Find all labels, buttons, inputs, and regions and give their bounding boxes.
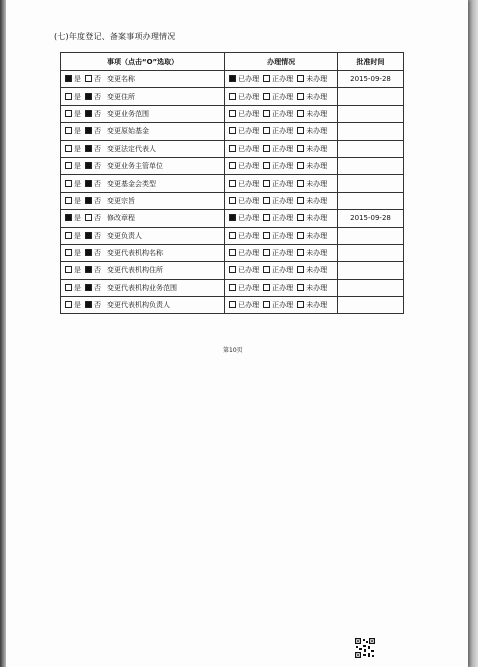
approval-date [338, 192, 404, 209]
table-header-row [61, 53, 404, 71]
approval-date [338, 123, 404, 140]
yes-checkbox empty-square-icon[interactable] [65, 127, 72, 134]
status-label: 正办理 [272, 92, 294, 101]
yes-label: 是 [74, 92, 81, 101]
status-label: 未办理 [306, 266, 328, 275]
table-row [61, 262, 404, 279]
no-label: 否 [94, 75, 101, 84]
item-cell [61, 140, 225, 157]
table-row [61, 244, 404, 261]
status-label: 已办理 [238, 196, 260, 205]
no-checkbox filled-square-icon[interactable] [85, 110, 92, 117]
status-checkbox empty-square-icon[interactable] [263, 110, 270, 117]
item-cell [61, 175, 225, 192]
status-label: 已办理 [238, 283, 260, 292]
no-checkbox filled-square-icon[interactable] [85, 266, 92, 273]
header-item: 事项（点击“O”选取） [61, 53, 225, 71]
item-cell [61, 192, 225, 209]
no-label: 否 [94, 92, 101, 101]
status-label: 未办理 [306, 214, 328, 223]
status-cell [225, 140, 338, 157]
status-label: 正办理 [272, 109, 294, 118]
status-label: 正办理 [272, 231, 294, 240]
yes-checkbox empty-square-icon[interactable] [65, 249, 72, 256]
status-label: 未办理 [306, 196, 328, 205]
yes-label: 是 [74, 283, 81, 292]
yes-checkbox empty-square-icon[interactable] [65, 110, 72, 117]
item-cell [61, 227, 225, 244]
table-row [61, 123, 404, 140]
item-name: 变更代表机构业务范围 [107, 283, 177, 292]
status-checkbox empty-square-icon[interactable] [229, 180, 236, 187]
item-name: 变更宗旨 [107, 196, 135, 205]
item-name: 变更代表机构名称 [107, 249, 163, 258]
status-label: 已办理 [238, 92, 260, 101]
no-label: 否 [94, 127, 101, 136]
section-title: (七)年度登记、备案事项办理情况 [54, 32, 176, 41]
status-cell [225, 244, 338, 261]
status-cell [225, 210, 338, 227]
status-checkbox empty-square-icon[interactable] [263, 249, 270, 256]
status-checkbox empty-square-icon[interactable] [229, 197, 236, 204]
status-checkbox empty-square-icon[interactable] [229, 301, 236, 308]
approval-date [338, 157, 404, 174]
table-body [61, 71, 404, 314]
no-label: 否 [94, 231, 101, 240]
yes-checkbox empty-square-icon[interactable] [65, 232, 72, 239]
status-checkbox empty-square-icon[interactable] [263, 266, 270, 273]
yes-checkbox empty-square-icon[interactable] [65, 197, 72, 204]
status-checkbox empty-square-icon[interactable] [263, 75, 270, 82]
item-name: 变更业务范围 [107, 109, 149, 118]
no-label: 否 [94, 179, 101, 188]
status-label: 已办理 [238, 249, 260, 258]
table-row [61, 71, 404, 88]
item-name: 变更代表机构住所 [107, 266, 163, 275]
status-label: 已办理 [238, 144, 260, 153]
yes-label: 是 [74, 109, 81, 118]
status-label: 已办理 [238, 109, 260, 118]
status-checkbox empty-square-icon[interactable] [263, 145, 270, 152]
table-row [61, 227, 404, 244]
status-checkbox empty-square-icon[interactable] [297, 266, 304, 273]
item-cell [61, 157, 225, 174]
yes-label: 是 [74, 162, 81, 171]
no-label: 否 [94, 196, 101, 205]
item-cell [61, 210, 225, 227]
status-label: 已办理 [238, 214, 260, 223]
yes-checkbox empty-square-icon[interactable] [65, 162, 72, 169]
no-checkbox filled-square-icon[interactable] [85, 162, 92, 169]
status-label: 正办理 [272, 127, 294, 136]
status-checkbox filled-square-icon[interactable] [229, 214, 236, 221]
yes-label: 是 [74, 231, 81, 240]
yes-checkbox empty-square-icon[interactable] [65, 93, 72, 100]
approval-date [338, 140, 404, 157]
status-label: 已办理 [238, 162, 260, 171]
status-checkbox empty-square-icon[interactable] [297, 180, 304, 187]
status-label: 正办理 [272, 249, 294, 258]
item-cell [61, 279, 225, 296]
status-label: 未办理 [306, 301, 328, 310]
no-checkbox filled-square-icon[interactable] [85, 93, 92, 100]
status-label: 已办理 [238, 266, 260, 275]
item-name: 变更名称 [107, 75, 135, 84]
status-label: 正办理 [272, 214, 294, 223]
approval-date [338, 175, 404, 192]
yes-checkbox empty-square-icon[interactable] [65, 180, 72, 187]
approval-date [338, 279, 404, 296]
yes-label: 是 [74, 127, 81, 136]
status-checkbox empty-square-icon[interactable] [263, 301, 270, 308]
item-name: 变更代表机构负责人 [107, 301, 170, 310]
yes-label: 是 [74, 301, 81, 310]
status-label: 正办理 [272, 196, 294, 205]
yes-checkbox empty-square-icon[interactable] [65, 301, 72, 308]
status-checkbox empty-square-icon[interactable] [229, 284, 236, 291]
no-label: 否 [94, 283, 101, 292]
yes-label: 是 [74, 214, 81, 223]
item-cell [61, 105, 225, 122]
status-checkbox empty-square-icon[interactable] [263, 93, 270, 100]
item-name: 修改章程 [107, 214, 135, 223]
qr-code-icon [355, 638, 375, 658]
table-row [61, 105, 404, 122]
status-checkbox empty-square-icon[interactable] [297, 249, 304, 256]
status-cell [225, 279, 338, 296]
item-cell [61, 71, 225, 88]
status-cell [225, 88, 338, 105]
table-row [61, 140, 404, 157]
status-cell [225, 262, 338, 279]
yes-label: 是 [74, 179, 81, 188]
status-checkbox empty-square-icon[interactable] [297, 301, 304, 308]
status-checkbox empty-square-icon[interactable] [229, 249, 236, 256]
registration-table [60, 52, 404, 314]
status-cell [225, 227, 338, 244]
no-checkbox filled-square-icon[interactable] [85, 301, 92, 308]
status-label: 未办理 [306, 75, 328, 84]
status-checkbox empty-square-icon[interactable] [263, 197, 270, 204]
table-row [61, 175, 404, 192]
yes-checkbox filled-square-icon[interactable] [65, 214, 72, 221]
status-checkbox empty-square-icon[interactable] [229, 110, 236, 117]
status-cell [225, 175, 338, 192]
status-checkbox empty-square-icon[interactable] [297, 93, 304, 100]
yes-label: 是 [74, 196, 81, 205]
no-checkbox filled-square-icon[interactable] [85, 127, 92, 134]
no-label: 否 [94, 214, 101, 223]
status-checkbox empty-square-icon[interactable] [229, 162, 236, 169]
status-label: 正办理 [272, 162, 294, 171]
no-checkbox filled-square-icon[interactable] [85, 145, 92, 152]
item-name: 变更住所 [107, 92, 135, 101]
no-checkbox filled-square-icon[interactable] [85, 249, 92, 256]
header-status: 办理情况 [225, 53, 338, 71]
status-label: 已办理 [238, 231, 260, 240]
status-checkbox empty-square-icon[interactable] [229, 127, 236, 134]
table-row [61, 157, 404, 174]
status-checkbox empty-square-icon[interactable] [229, 93, 236, 100]
status-checkbox empty-square-icon[interactable] [229, 145, 236, 152]
item-cell [61, 123, 225, 140]
no-checkbox filled-square-icon[interactable] [85, 232, 92, 239]
table-row [61, 210, 404, 227]
status-cell [225, 123, 338, 140]
status-cell [225, 105, 338, 122]
status-checkbox empty-square-icon[interactable] [297, 110, 304, 117]
table-row [61, 192, 404, 209]
approval-date: 2015-09-28 [338, 71, 404, 88]
no-checkbox filled-square-icon[interactable] [85, 197, 92, 204]
table-row [61, 279, 404, 296]
status-checkbox empty-square-icon[interactable] [263, 214, 270, 221]
status-cell [225, 297, 338, 314]
yes-label: 是 [74, 144, 81, 153]
status-checkbox empty-square-icon[interactable] [263, 284, 270, 291]
status-cell [225, 192, 338, 209]
status-label: 正办理 [272, 75, 294, 84]
status-cell [225, 71, 338, 88]
header-date: 批准时间 [338, 53, 404, 71]
no-checkbox empty-square-icon[interactable] [85, 75, 92, 82]
status-label: 未办理 [306, 92, 328, 101]
status-checkbox empty-square-icon[interactable] [297, 127, 304, 134]
status-checkbox empty-square-icon[interactable] [263, 232, 270, 239]
status-checkbox empty-square-icon[interactable] [297, 232, 304, 239]
item-name: 变更基金会类型 [107, 179, 156, 188]
yes-checkbox empty-square-icon[interactable] [65, 284, 72, 291]
status-checkbox empty-square-icon[interactable] [297, 145, 304, 152]
status-checkbox empty-square-icon[interactable] [263, 180, 270, 187]
status-label: 已办理 [238, 179, 260, 188]
status-label: 正办理 [272, 144, 294, 153]
status-label: 已办理 [238, 127, 260, 136]
item-cell [61, 262, 225, 279]
yes-label: 是 [74, 75, 81, 84]
yes-checkbox empty-square-icon[interactable] [65, 145, 72, 152]
approval-date [338, 297, 404, 314]
status-label: 未办理 [306, 162, 328, 171]
item-cell [61, 88, 225, 105]
no-label: 否 [94, 249, 101, 258]
approval-date [338, 88, 404, 105]
status-label: 已办理 [238, 75, 260, 84]
status-checkbox empty-square-icon[interactable] [297, 284, 304, 291]
yes-checkbox empty-square-icon[interactable] [65, 266, 72, 273]
status-checkbox empty-square-icon[interactable] [297, 197, 304, 204]
status-cell [225, 157, 338, 174]
status-checkbox empty-square-icon[interactable] [229, 232, 236, 239]
status-label: 正办理 [272, 266, 294, 275]
status-checkbox empty-square-icon[interactable] [297, 162, 304, 169]
no-checkbox filled-square-icon[interactable] [85, 180, 92, 187]
status-checkbox empty-square-icon[interactable] [297, 214, 304, 221]
status-label: 未办理 [306, 231, 328, 240]
status-label: 未办理 [306, 283, 328, 292]
item-cell [61, 297, 225, 314]
no-label: 否 [94, 301, 101, 310]
approval-date: 2015-09-28 [338, 210, 404, 227]
no-checkbox filled-square-icon[interactable] [85, 284, 92, 291]
status-checkbox empty-square-icon[interactable] [229, 266, 236, 273]
status-label: 未办理 [306, 249, 328, 258]
item-cell [61, 244, 225, 261]
status-label: 未办理 [306, 109, 328, 118]
item-name: 变更业务主管单位 [107, 162, 163, 171]
scan-right-edge [468, 0, 478, 667]
status-checkbox filled-square-icon[interactable] [229, 75, 236, 82]
no-checkbox empty-square-icon[interactable] [85, 214, 92, 221]
approval-date [338, 227, 404, 244]
table-row [61, 88, 404, 105]
status-checkbox empty-square-icon[interactable] [263, 162, 270, 169]
status-checkbox empty-square-icon[interactable] [297, 75, 304, 82]
approval-date [338, 105, 404, 122]
yes-checkbox filled-square-icon[interactable] [65, 75, 72, 82]
no-label: 否 [94, 162, 101, 171]
status-label: 未办理 [306, 179, 328, 188]
item-name: 变更法定代表人 [107, 144, 156, 153]
status-label: 未办理 [306, 144, 328, 153]
item-name: 变更负责人 [107, 231, 142, 240]
approval-date [338, 262, 404, 279]
item-name: 变更原始基金 [107, 127, 149, 136]
yes-label: 是 [74, 266, 81, 275]
no-label: 否 [94, 144, 101, 153]
table-row [61, 297, 404, 314]
status-label: 正办理 [272, 179, 294, 188]
status-label: 正办理 [272, 283, 294, 292]
no-label: 否 [94, 109, 101, 118]
status-checkbox empty-square-icon[interactable] [263, 127, 270, 134]
status-label: 未办理 [306, 127, 328, 136]
no-label: 否 [94, 266, 101, 275]
approval-date [338, 244, 404, 261]
status-label: 已办理 [238, 301, 260, 310]
yes-label: 是 [74, 249, 81, 258]
status-label: 正办理 [272, 301, 294, 310]
page-number: 第10页 [223, 347, 243, 354]
